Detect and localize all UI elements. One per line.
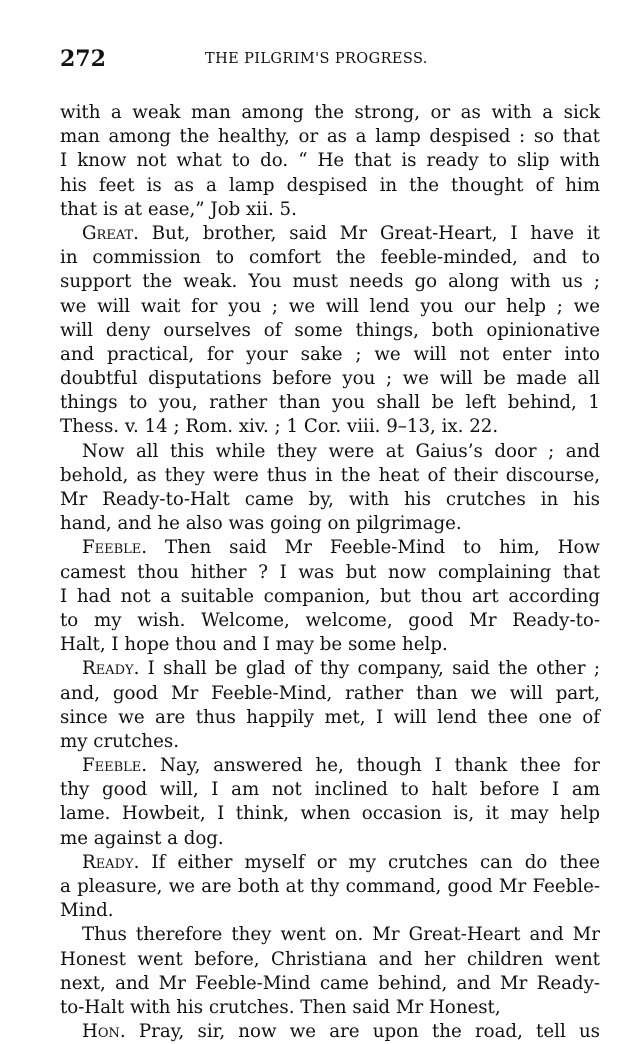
text-line [60,1020,600,1044]
line-text: I know not what to do. “ He that is ready to slip with [60,150,600,172]
text-line [60,851,600,875]
line-text: behold, as they were thus in the heat of their discourse, [60,464,600,486]
line-text: Now all this while they were at Gaius’s door ; and [82,440,600,462]
speaker-label: Feeble. [82,537,148,559]
line-text: Then said Mr Feeble-Mind to him, How [147,537,600,559]
line-text: his feet is as a lamp despised in the thought of him [60,174,600,196]
running-title: THE PILGRIM'S PROGRESS. [205,51,428,67]
line-text: lame. Howbeit, I think, when occasion is, it may help [60,803,600,825]
line-text: Halt, I hope thou and I may be some help. [60,634,448,656]
line-text: Nay, answered he, though I thank thee for [147,755,600,777]
line-text: camest thou hither ? I was but now complaining that [60,561,600,583]
line-text: and practical, for your sake ; we will not enter into [60,343,600,365]
line-text: we will wait for you ; we will lend you our help ; we [60,295,600,317]
text-line [60,633,600,657]
speaker-label: Ready. [82,851,140,873]
line-text: Mind. [60,900,114,922]
text-line [60,682,600,706]
text-line [60,174,600,198]
text-line [60,101,600,125]
text-line [60,948,600,972]
line-text: hand, and he also was going on pilgrimage. [60,513,462,535]
line-text: that is at ease,” Job xii. 5. [60,198,297,220]
line-text: things to you, rather than you shall be left behind, 1 [60,392,600,414]
text-line [60,464,600,488]
line-text: support the weak. You must needs go along with us ; [60,271,600,293]
text-line [60,440,600,464]
text-line [60,367,600,391]
line-text: and, good Mr Feeble-Mind, rather than we will part, [60,682,600,704]
text-line [60,706,600,730]
text-line [60,585,600,609]
text-line [60,246,600,270]
text-line [60,222,600,246]
line-text: thy good will, I am not inclined to halt before I am [60,779,600,801]
line-text: But, brother, said Mr Great-Heart, I have it [138,222,600,244]
speaker-label: Feeble. [82,755,148,777]
text-line [60,488,600,512]
text-line [60,609,600,633]
line-text: I had not a suitable companion, but thou art according [60,585,600,607]
line-text: to-Halt with his crutches. Then said Mr Honest, [60,996,501,1018]
line-text: doubtful disputations before you ; we will be made all [60,368,600,390]
speaker-label: Ready. [82,658,140,680]
text-line [60,754,600,778]
text-line [60,923,600,947]
text-line [60,125,600,149]
text-line [60,343,600,367]
text-line [60,827,600,851]
line-text: me against a dog. [60,827,224,849]
speaker-label: Hon. [82,1021,126,1043]
line-text: If either myself or my crutches can do thee [139,851,600,873]
line-text: Mr Ready-to-Halt came by, with his crutches in his [60,489,600,510]
text-line [60,657,600,681]
text-line [60,802,600,826]
line-text: I shall be glad of thy company, said the other ; [139,658,600,680]
text-line [60,899,600,923]
page-number: 272 [60,46,106,72]
text-line [60,295,600,319]
line-text: with a weak man among the strong, or as with a sick [60,102,600,123]
text-line [60,512,600,536]
line-text: to my wish. Welcome, welcome, good Mr Ready-to- [60,609,600,631]
line-text: in commission to comfort the feeble-minded, and to [60,247,600,269]
text-line [60,198,600,222]
line-text: Honest went before, Christiana and her children went [60,948,600,970]
line-text: Thess. v. 14 ; Rom. xiv. ; 1 Cor. viii. 9–13, ix. 22. [60,416,499,438]
speaker-label: Great. [82,222,139,244]
text-line [60,561,600,585]
page-header [60,46,560,76]
text-line [60,391,600,415]
text-line [60,972,600,996]
line-text: Thus therefore they went on. Mr Great-Heart and Mr [82,924,600,946]
line-text: next, and Mr Feeble-Mind came behind, and Mr Ready- [60,972,600,994]
text-line [60,415,600,439]
line-text: my crutches. [60,730,179,752]
text-line [60,778,600,802]
text-line [60,730,600,754]
text-line [60,270,600,294]
line-text: since we are thus happily met, I will lend thee one of [60,706,600,728]
text-line [60,536,600,560]
text-line [60,875,600,899]
page-body-text [60,101,600,1044]
line-text: man among the healthy, or as a lamp despised : so that [60,126,600,148]
line-text: Pray, sir, now we are upon the road, tell us [125,1021,600,1043]
text-line [60,319,600,343]
line-text: a pleasure, we are both at thy command, good Mr Feeble- [60,876,600,897]
line-text: will deny ourselves of some things, both opinionative [60,319,600,341]
text-line [60,149,600,173]
